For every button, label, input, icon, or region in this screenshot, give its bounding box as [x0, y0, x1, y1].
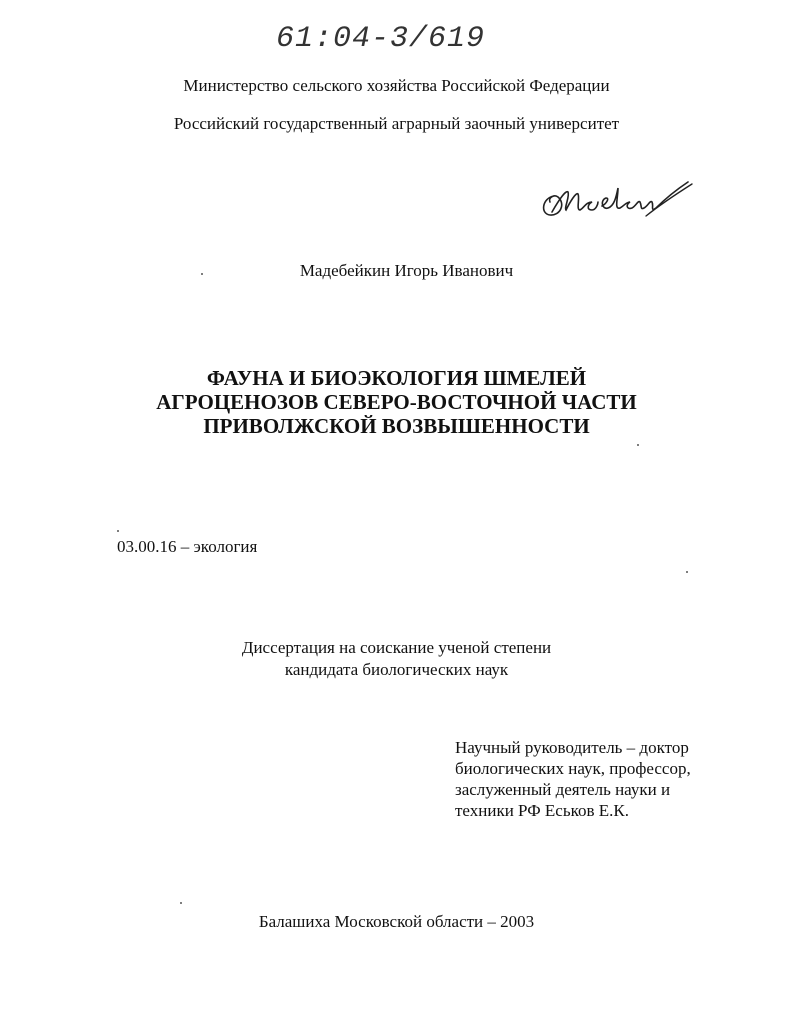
degree-line: кандидата биологических наук	[284, 660, 509, 679]
specialty-code: 03.00.16 – экология	[117, 537, 258, 556]
supervisor-line: заслуженный деятель науки и	[455, 780, 671, 799]
ministry-name: Министерство сельского хозяйства Российской Федерации	[183, 76, 610, 95]
title-line: АГРОЦЕНОЗОВ СЕВЕРО-ВОСТОЧНОЙ ЧАСТИ	[156, 390, 637, 414]
handwritten-signature	[536, 168, 706, 228]
title-line: ФАУНА И БИОЭКОЛОГИЯ ШМЕЛЕЙ	[206, 366, 587, 390]
archive-code: 61:04-3/619	[276, 22, 486, 56]
degree-line: Диссертация на соискание ученой степени	[241, 638, 552, 657]
dissertation-title	[0, 366, 793, 438]
author-name: Мадебейкин Игорь Иванович	[299, 261, 514, 280]
scan-speck	[201, 273, 203, 275]
scan-speck	[180, 902, 182, 904]
scan-speck	[117, 530, 119, 532]
scan-speck	[686, 571, 688, 573]
title-line: ПРИВОЛЖСКОЙ ВОЗВЫШЕННОСТИ	[203, 414, 590, 438]
supervisor-line: Научный руководитель – доктор	[455, 738, 689, 757]
city-year: Балашиха Московской области – 2003	[258, 912, 535, 931]
supervisor-line: техники РФ Еськов Е.К.	[455, 801, 629, 820]
scan-speck	[637, 444, 639, 446]
supervisor-block	[455, 737, 691, 821]
university-name: Российский государственный аграрный заочный университет	[173, 114, 620, 133]
degree-statement	[0, 637, 793, 681]
supervisor-line: биологических наук, профессор,	[455, 759, 691, 778]
